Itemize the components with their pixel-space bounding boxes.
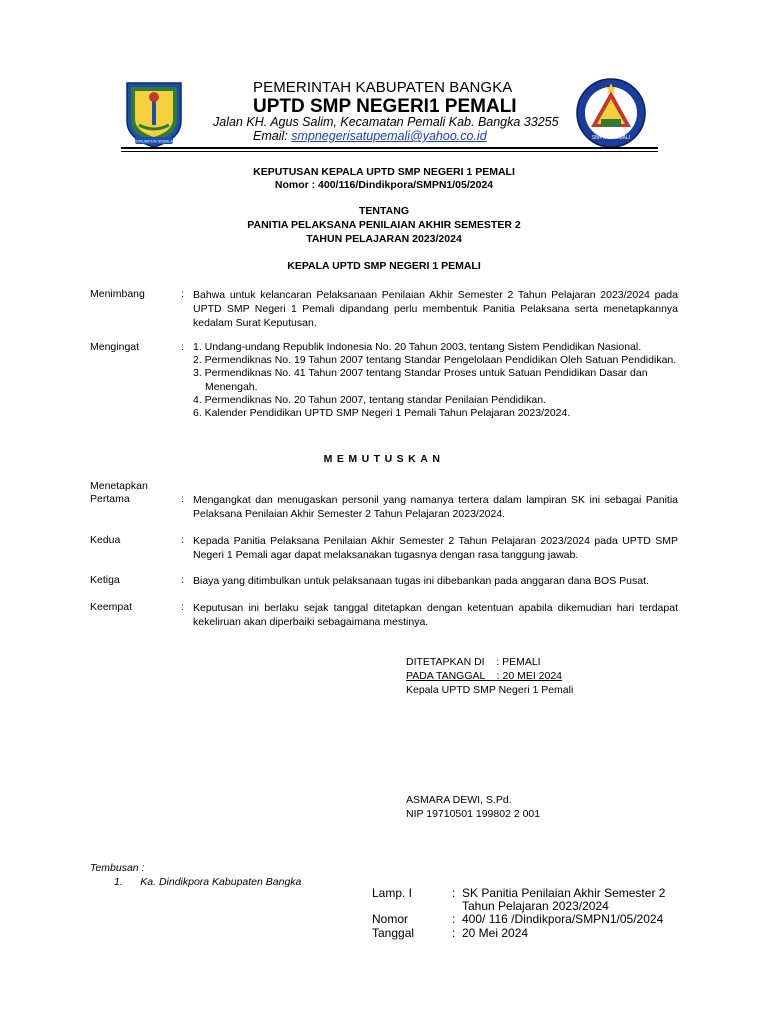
mengingat-colon: : [181, 341, 184, 353]
header-government: PEMERINTAH KABUPATEN BANGKA [253, 79, 513, 96]
list-item: 6. Kalender Pendidikan UPTD SMP Negeri 1 Pemali Tahun Pelajaran 2023/2024. [193, 407, 571, 420]
menimbang-text: Bahwa untuk kelancaran Pelaksanaan Penilaian Akhir Semester 2 Tahun Pelajaran 2023/2024 pada UPTD SMP Negeri 1 Pemali dipandang perlu membentuk Panitia Pelaksana serta menetapkannya kedalam Surat Keputusan. [193, 289, 678, 329]
tembusan-block [90, 861, 301, 889]
left-logo-text: SERUMPUN SEBALAI [133, 138, 175, 144]
list-item: 4. Permendiknas No. 20 Tahun 2007, tentang standar Penilaian Pendidikan. [193, 393, 546, 406]
list-item: Menengah. [205, 380, 258, 393]
nomor-colon: : [452, 912, 456, 927]
pada-tanggal: PADA TANGGAL : 20 MEI 2024 [406, 670, 563, 682]
signatory-nip: NIP 19710501 199802 2 001 [406, 808, 541, 820]
pertama-label: Pertama [90, 493, 130, 505]
decree-title: KEPUTUSAN KEPALA UPTD SMP NEGERI 1 PEMALI [253, 166, 515, 178]
menetapkan-label: Menetapkan [90, 480, 148, 492]
subject-line-1: PANITIA PELAKSANA PENILAIAN AKHIR SEMESTER 2 [247, 219, 521, 231]
lamp-value: Tahun Pelajaran 2023/2024 [462, 899, 609, 914]
email-label: Email: [253, 129, 288, 143]
right-logo-text: SMPN 1 PEMALI [591, 135, 631, 141]
header-rule-thin [121, 151, 658, 152]
kabupaten-bangka-logo [121, 77, 187, 149]
list-item: 3. Permendiknas No. 41 Tahun 2007 tentang Standar Proses untuk Satuan Pendidikan Dasar dan [193, 367, 648, 380]
header-email-line [253, 129, 487, 143]
list-item: 2. Permendiknas No. 19 Tahun 2007 tentang Standar Pengelolaan Pendidikan Oleh Satuan Pendidikan. [193, 354, 677, 367]
keempat-text: Keputusan ini berlaku sejak tanggal ditetapkan dengan ketentuan apabila dikemudian hari terdapat kekeliruan akan diperbaiki sebagaimana mestinya. [193, 602, 678, 628]
lampiran-table [372, 887, 665, 940]
header-rule-thick [121, 147, 658, 149]
tentang-heading: TENTANG [359, 205, 409, 217]
authority-heading: KEPALA UPTD SMP NEGERI 1 PEMALI [287, 260, 481, 272]
kedua-colon: : [181, 534, 184, 546]
header-school-name: UPTD SMP NEGERI1 PEMALI [253, 96, 517, 117]
kedua-text: Kepada Panitia Pelaksana Penilaian Akhir Semester 2 Tahun Pelajaran 2023/2024 pada UPTD SMP Negeri 1 Pemali agar dapat melaksanakan tugasnya dengan rasa tanggung jawab. [193, 535, 678, 561]
signatory-position: Kepala UPTD SMP Negeri 1 Pemali [406, 684, 574, 696]
menimbang-colon: : [181, 288, 184, 300]
nomor-label: Nomor [372, 912, 409, 927]
lamp-value: SK Panitia Penilaian Akhir Semester 2 [462, 886, 666, 900]
keempat-label: Keempat [90, 601, 133, 613]
ketiga-colon: : [181, 574, 184, 586]
signatory-name: ASMARA DEWI, S.Pd. [406, 794, 512, 806]
mengingat-list [193, 341, 683, 420]
tembusan-label: Tembusan : [90, 862, 145, 874]
mengingat-label: Mengingat [90, 341, 140, 353]
tanggal-label: Tanggal [372, 925, 415, 940]
pertama-text: Mengangkat dan menugaskan personil yang namanya tertera dalam lampiran SK ini sebagai Panitia Pelaksana Penilaian Akhir Semester 2 Tahun Pelajaran 2023/2024. [193, 494, 678, 520]
email-link[interactable]: smpnegerisatupemali@yahoo.co.id [291, 129, 487, 143]
menimbang-label: Menimbang [90, 288, 145, 300]
nomor-value: 400/ 116 /Dindikpora/SMPN1/05/2024 [462, 912, 664, 927]
kedua-label: Kedua [90, 534, 121, 546]
keempat-colon: : [181, 601, 184, 613]
subject-line-2: TAHUN PELAJARAN 2023/2024 [306, 233, 462, 245]
school-logo [575, 77, 647, 149]
decree-number: Nomor : 400/116/Dindikpora/SMPN1/05/2024 [274, 179, 494, 191]
table-row [372, 913, 665, 926]
ketiga-text: Biaya yang ditimbulkan untuk pelaksanaan tugas ini dibebankan pada anggaran dana BOS Pusat. [193, 575, 649, 587]
ketiga-label: Ketiga [90, 574, 120, 586]
list-item: 1. Undang-undang Republik Indonesia No. 20 Tahun 2003, tentang Sistem Pendidikan Nasional. [193, 341, 642, 353]
memutuskan-heading: MEMUTUSKAN [323, 453, 445, 465]
table-row [372, 927, 665, 940]
tembusan-item: 1. Ka. Dindikpora Kabupaten Bangka [114, 876, 302, 888]
ditetapkan-di: DITETAPKAN DI : PEMALI [406, 656, 541, 668]
pertama-colon: : [181, 493, 184, 505]
lamp-label: Lamp. I [372, 886, 413, 900]
tanggal-value: 20 Mei 2024 [462, 925, 529, 940]
lamp-colon: : [452, 886, 456, 900]
tanggal-colon: : [452, 925, 456, 940]
header-address: Jalan KH. Agus Salim, Kecamatan Pemali Kab. Bangka 33255 [213, 115, 559, 129]
